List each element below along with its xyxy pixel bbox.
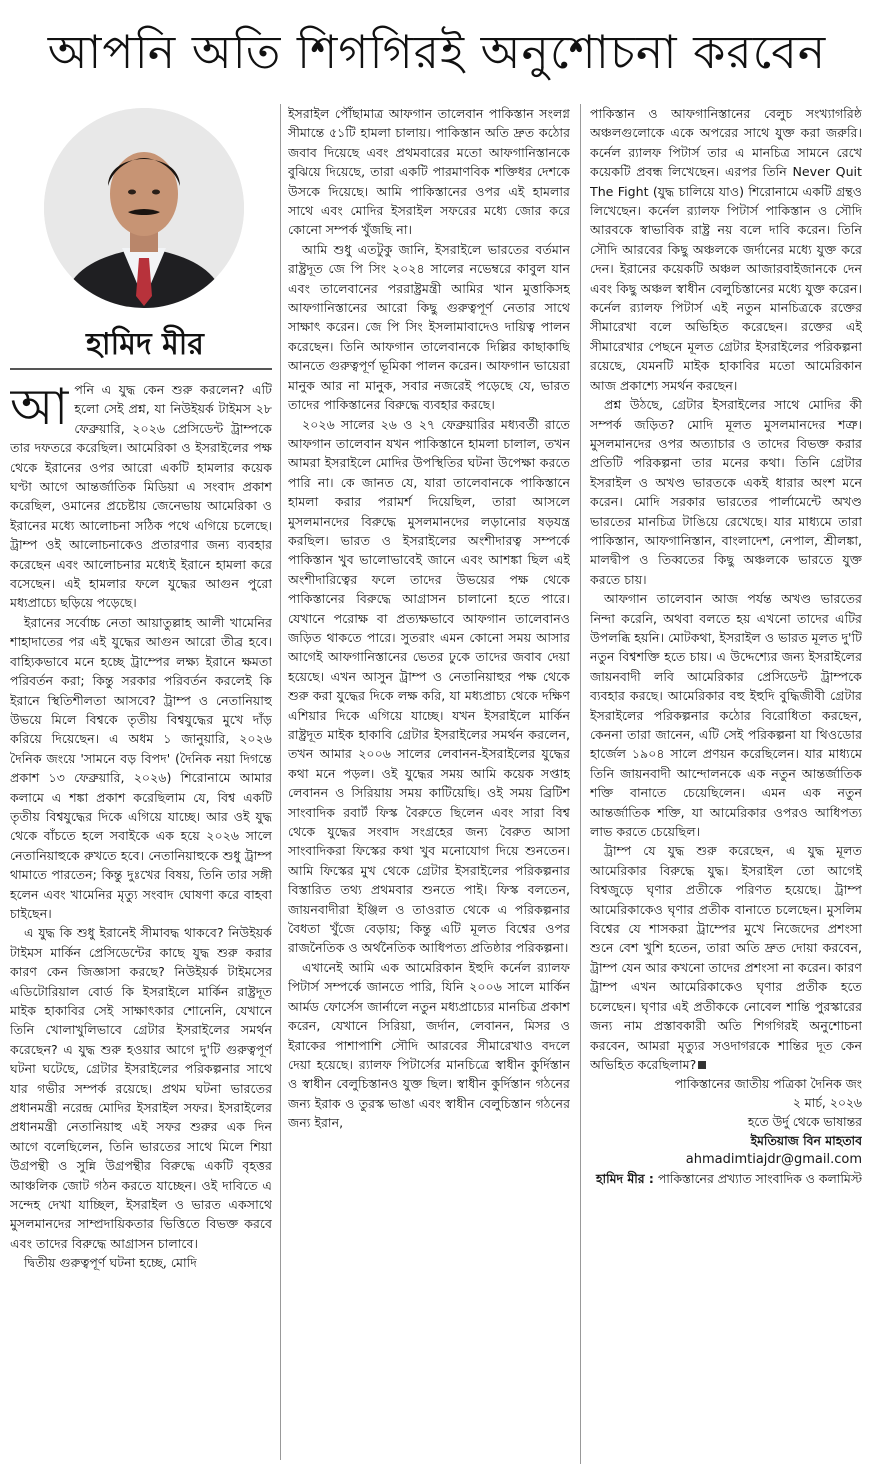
paragraph: ইরানের সর্বোচ্চ নেতা আয়াতুল্লাহ আলী খামেনির শাহাদাতের পর এই যুদ্ধের আগুন আরো তীব্র হবে। বাহ্যিকভাবে মনে হচ্ছে ট্রাম্পের লক্ষ্য ইরানে ক্ষমতা পরিবর্তন করা; কিন্তু সরকার পরিবর্তন করলেই কি ইরানে স্থিতিশীলতা আসবে? ট্রাম্প ও নেতানিয়াহু উভয়ে মিলে বিশ্বকে তৃতীয় বিশ্বযুদ্ধের মুখে দাঁড় করিয়ে দিয়েছেন। এ অধম ১ জানুয়ারি, ২০২৬ দৈনিক জংয়ে 'সামনে বড় বিপদ' (দৈনিক নয়া দিগন্তে প্রকাশ ১৩ ফেব্রুয়ারি, ২০২৬) শিরোনামে আমার কলামে এ শঙ্কা প্রকাশ করেছিলাম যে, বিশ্ব একটি তৃতীয় বিশ্বযুদ্ধের দিকে এগিয়ে যাচ্ছে। আর ওই যুদ্ধ থেকে বাঁচতে হলে সবাইকে এক হয়ে ২০২৬ সালে নেতানিয়াহুকে রুখতে হবে। নেতানিয়াহুকে শুধু ট্রাম্প থামাতে পারতেন; কিন্তু দুঃখের বিষয়, তিনি তার সঙ্গী হলেন এবং খামেনির মৃত্যু সংবাদ ঘোষণা করে বাহবা চাইছেন। bbox=[10, 614, 272, 921]
translator-name: ইমতিয়াজ বিন মাহতাব bbox=[750, 1133, 862, 1149]
article-column-2 bbox=[288, 104, 570, 1460]
column-divider bbox=[280, 104, 281, 1460]
lead-text: পনি এ যুদ্ধ কেন শুরু করলেন? এটি হলো সেই প্রশ্ন, যা নিউইয়র্ক টাইমস ২৮ ফেব্রুয়ারি, ২০২৬ প্রেসিডেন্ট ট্রাম্পকে তার দফতরে করেছিল। আমেরিকা ও ইসরাইলের পক্ষ থেকে ইরানের ওপর আরো একটি হামলার কয়েক ঘণ্টা আগে আন্তর্জাতিক মিডিয়া এ সংবাদ প্রকাশ করেছিল, ওমানের প্রচেষ্টায় জেনেভায় আমেরিকা ও ইরানের মধ্যে আলোচনা সঠিক পথে এগিয়ে চলেছে। ট্রাম্প ওই আলোচনাকেও প্রতারণার জন্য ব্যবহার করেছেন এবং আলোচনার মধ্যেই ইরানে হামলা করে বসেছেন। এই হামলার ফলে যুদ্ধের আগুন পুরো মধ্যপ্রাচ্যে ছড়িয়ে পড়েছে। bbox=[10, 382, 272, 611]
drop-cap: আ bbox=[10, 380, 69, 436]
article-column-3 bbox=[590, 104, 862, 1464]
source-publication: পাকিস্তানের জাতীয় পত্রিকা দৈনিক জং bbox=[674, 1076, 862, 1092]
lead-paragraph bbox=[10, 380, 272, 613]
author-bio-label: হামিদ মীর : bbox=[596, 1171, 654, 1187]
paragraph: এখানেই আমি এক আমেরিকান ইহুদি কর্নেল র‍্যালফ পিটার্স সম্পর্কে জানতে পারি, যিনি ২০০৬ সালে মার্কিন আর্মড ফোর্সেস জার্নালে নতুন মধ্যপ্রাচ্যের মানচিত্র প্রকাশ করেন, যেখানে সিরিয়া, জর্দান, লেবানন, মিসর ও ইরাকের পাশাপাশি সৌদি আরবের সীমারেখাও বদলে দেয়া হয়েছে। র‍্যালফ পিটার্সের মানচিত্রে স্বাধীন কুর্দিস্তান ও স্বাধীন বেলুচিস্তানও যুক্ত ছিল। স্বাধীন কুর্দিস্তান গঠনের জন্য ইরাক ও তুরস্ক ভাঙা এবং স্বাধীন বেলুচিস্তান গঠনের জন্য ইরান, bbox=[288, 959, 570, 1131]
translator-email[interactable]: ahmadimtiajdr@gmail.com bbox=[685, 1152, 862, 1168]
author-name: হামিদ মীর bbox=[86, 327, 204, 362]
translation-note: হতে উর্দু থেকে ভাষান্তর bbox=[747, 1114, 862, 1130]
paragraph-final bbox=[590, 841, 862, 1074]
column-divider bbox=[580, 104, 581, 1464]
paragraph: দ্বিতীয় গুরুত্বপূর্ণ ঘটনা হচ্ছে, মোদি bbox=[24, 1255, 197, 1271]
paragraph: পাকিস্তান ও আফগানিস্তানের বেলুচ সংখ্যাগরিষ্ঠ অঞ্চলগুলোকে একে অপরের সাথে যুক্ত করা জরুরি। কর্নেল র‍্যালফ পিটার্স তার এ মানচিত্র সামনে রেখে কয়েকটি প্রবন্ধ লিখেছেন। এরপর তিনি Never Quit The Fight (যুদ্ধ চালিয়ে যাও) শিরোনামে একটি গ্রন্থও লিখেছেন। কর্নেল র‍্যালফ পিটার্স পাকিস্তান ও সৌদি আরবকে স্বাভাবিক রাষ্ট্র নয় বলে দাবি করেন। তিনি সৌদি আরবের কিছু অঞ্চলকে জর্দানের মধ্যে যুক্ত করে দেন। ইরানের কয়েকটি অঞ্চল আজারবাইজানকে দেন এবং কিছু অঞ্চল স্বাধীন বেলুচিস্তানের মধ্যে যুক্ত করেন। কর্নেল র‍্যালফ পিটার্স এই নতুন মানচিত্রকে রক্তের সীমারেখা বলে অভিহিত করেছেন। রক্তের এই সীমারেখার পেছনে মূলত গ্রেটার ইসরাইলের পরিকল্পনা রয়েছে, যেমনটি মাইক হাকাবির মতো আমেরিকান আজ প্রকাশ্যে সমর্থন করছেন। bbox=[590, 106, 862, 393]
source-date: ২ মার্চ, ২০২৬ bbox=[792, 1095, 862, 1111]
paragraph-text: ট্রাম্প যে যুদ্ধ শুরু করেছেন, এ যুদ্ধ মূলত আমেরিকার বিরুদ্ধে যুদ্ধ। ইসরাইল তো আগেই বিশ্বজুড়ে ঘৃণার প্রতীকে পরিণত হয়েছে। ট্রাম্প আমেরিকাকেও ঘৃণার প্রতীক বানাতে চলেছেন। মুসলিম বিশ্বের যে শাসকরা ট্রাম্পের মুখে নিজেদের প্রশংসা শুনে বেশ খুশি হতেন, তারা অতি দ্রুত দোয়া করবেন, ট্রাম্প যেন আর কখনো তাদের প্রশংসা না করেন। কারণ ট্রাম্প এখন আমেরিকাকেও ঘৃণার প্রতীক হতে চলেছেন। ঘৃণার এই প্রতীককে নোবেল শান্তি পুরস্কারের জন্য নাম প্রস্তাবকারী অতি শিগগিরই অনুশোচনা করবেন, আমরা মৃত্যুর সওদাগরকে শান্তির দূত কেন অভিহিত করেছিলাম? bbox=[590, 843, 862, 1072]
paragraph: ইসরাইল পৌঁছামাত্র আফগান তালেবান পাকিস্তান সংলগ্ন সীমান্তে ৫১টি হামলা চালায়। পাকিস্তান অতি দ্রুত কঠোর জবাব দিয়েছে এবং প্রথমবারের মতো আফগানিস্তানকে বুঝিয়ে দিয়েছে, তারা একটি পারমাণবিক শক্তিধর দেশকে উসকে দিয়েছে। আমি পাকিস্তানের ওপর এই হামলার সাথে এবং মোদির ইসরাইল সফরের মধ্যে জোর করে কোনো সম্পর্ক খুঁজছি না। bbox=[288, 106, 570, 238]
author-bio bbox=[590, 1169, 862, 1188]
paragraph: প্রশ্ন উঠছে, গ্রেটার ইসরাইলের সাথে মোদির কী সম্পর্ক জড়িত? মোদি মূলত মুসলমানদের শত্রু। মুসলমানদের ওপর অত্যাচার ও তাদের বিভক্ত করার প্রতিটি পরিকল্পনা তার মনের কথা। তিনি গ্রেটার ইসরাইল ও অখণ্ড ভারতকে একই ধারার অংশ মনে করেন। মোদি সরকার ভারতের পার্লামেন্টে অখণ্ড ভারতের মানচিত্র টাঙিয়ে রেখেছে। যার মাধ্যমে তারা পাকিস্তান, আফগানিস্তান, বাংলাদেশ, নেপাল, শ্রীলঙ্কা, মালদ্বীপ ও তিব্বতের কিছু অঞ্চলকে ভারতে যুক্ত করতে চায়। bbox=[590, 397, 862, 587]
article-column-1 bbox=[10, 380, 272, 1460]
paragraph: ২০২৬ সালের ২৬ ও ২৭ ফেব্রুয়ারির মধ্যবর্তী রাতে আফগান তালেবান যখন পাকিস্তানে হামলা চালাল, তখন আমরা ইসরাইলে মোদির উপস্থিতির ঘটনা উপেক্ষা করতে পারি না। কে জানত যে, যারা তালেবানকে পাকিস্তানে হামলা করার পরামর্শ দিয়েছিল, তারা আসলে মুসলমানদের বিরুদ্ধে মুসলমানদের লড়ানোর ষড়যন্ত্র করছিল। ভারত ও ইসরাইলের অংশীদারত্ব সম্পর্কে পাকিস্তান খুব ভালোভাবেই জানে এবং আশঙ্কা ছিল এই অংশীদারিত্বের ফলে তাদের উভয়ের পক্ষ থেকে পাকিস্তানের বিরুদ্ধে আগ্রাসন চালানো হতে পারে। যেখানে পরোক্ষ বা প্রত্যক্ষভাবে আফগান তালেবানও জড়িত থাকতে পারে। সুতরাং এমন কোনো সময় আসার আগেই আফগানিস্তানের ভেতর ঢুকে তাদের জবাব দেয়া হয়েছে। এখন আসুন ট্রাম্প ও নেতানিয়াহুর পক্ষ থেকে শুরু করা যুদ্ধের দিকে লক্ষ করি, যা মধ্যপ্রাচ্য থেকে দক্ষিণ এশিয়ার দিকে এগিয়ে যাচ্ছে। যখন ইসরাইলে মার্কিন রাষ্ট্রদূত মাইক হাকাবি গ্রেটার ইসরাইলের সমর্থন করলেন, তখন আমার ২০০৬ সালের লেবানন-ইসরাইলের যুদ্ধের কথা মনে পড়ল। ওই যুদ্ধের সময় আমি কয়েক সপ্তাহ লেবানন ও সিরিয়ায় সময় কাটিয়েছি। ওই সময় ব্রিটিশ সাংবাদিক রবার্ট ফিস্ক বৈরুতে ছিলেন এবং সারা বিশ্ব থেকে যুদ্ধের সংবাদ সংগ্রহের জন্য বৈরুত আসা সাংবাদিকরা ফিস্কের কথা খুব মনোযোগ দিয়ে শুনতেন। আমি ফিস্কের মুখ থেকে গ্রেটার ইসরাইলের পরিকল্পনার বিস্তারিত তথ্য প্রথমবার শুনতে পাই। ফিস্ক বলতেন, জায়নবাদীরা ইঞ্জিল ও তাওরাত থেকে এ পরিকল্পনার বৈধতা খুঁজে বেড়ায়; কিন্তু এটি মূলত বিশ্বের ওপর রাজনৈতিক ও অর্থনৈতিক আধিপত্য প্রতিষ্ঠার পরিকল্পনা। bbox=[288, 416, 570, 956]
author-divider bbox=[10, 368, 272, 370]
paragraph: এ যুদ্ধ কি শুধু ইরানেই সীমাবদ্ধ থাকবে? নিউইয়র্ক টাইমস মার্কিন প্রেসিডেন্টের কাছে যুদ্ধ শুরু করার কারণ কেন জিজ্ঞাসা করছে? নিউইয়র্ক টাইমসের এডিটোরিয়াল বোর্ড কি ইসরাইলে মার্কিন রাষ্ট্রদূত মাইক হাকাবির সেই সাক্ষাৎকার শোনেনি, যেখানে তিনি খোলাখুলিভাবে গ্রেটার ইসরাইলের সমর্থন করেছেন? এ যুদ্ধ শুরু হওয়ার আগে দু'টি গুরুত্বপূর্ণ ঘটনা ঘটেছে, গ্রেটার ইসরাইলের পরিকল্পনার সাথে যার গভীর সম্পর্ক রয়েছে। প্রথম ঘটনা ভারতের প্রধানমন্ত্রী নরেন্দ্র মোদির ইসরাইল সফর। ইসরাইলের প্রধানমন্ত্রী নেতানিয়াহু এই সফর শুরুর এক দিন আগে বলেছিলেন, তিনি ভারতের সাথে মিলে শিয়া উগ্রপন্থী ও সুন্নি উগ্রপন্থীর বিরুদ্ধে একটি বৃহত্তর আঞ্চলিক জোট গঠন করতে যাচ্ছেন। ওই দাবিতে এ সন্দেহ দেখা যাচ্ছিল, ইসরাইল ও ভারত একসাথে মুসলমানদের সাম্প্রদায়িকতার ভিত্তিতে বিভক্ত করবে এবং তাদের বিরুদ্ধে আগ্রাসন চালাবে। bbox=[10, 925, 272, 1251]
author-bio-text: পাকিস্তানের প্রখ্যাত সাংবাদিক ও কলামিস্ট bbox=[657, 1171, 862, 1187]
signoff bbox=[590, 1074, 862, 1188]
author-photo-illustration bbox=[44, 108, 244, 308]
paragraph: আমি শুধু এতটুকু জানি, ইসরাইলে ভারতের বর্তমান রাষ্ট্রদূত জে পি সিং ২০২৪ সালের নভেম্বরে কাবুল যান এবং তালেবানের পররাষ্ট্রমন্ত্রী আমির খান মুত্তাকিসহ আফগানিস্তানের আরো কিছু গুরুত্বপূর্ণ নেতার সাথে সাক্ষাৎ করেন। জে পি সিং ইসলামাবাদেও দায়িত্ব পালন করেছেন। তিনি আফগান তালেবানকে দিল্লির কাছাকাছি আনতে গুরুত্বপূর্ণ ভূমিকা পালন করেন। আফগান ভায়েরা মানুক আর না মানুক, সবার নজরেই পড়েছে যে, ভারত তাদের পাকিস্তানের বিরুদ্ধে ব্যবহার করছে। bbox=[288, 241, 570, 413]
paragraph: আফগান তালেবান আজ পর্যন্ত অখণ্ড ভারতের নিন্দা করেনি, অথবা বলতে হয় এখনো তাদের এটির উপলব্ধি হয়নি। মোটকথা, ইসরাইল ও ভারত মূলত দু'টি নতুন বিশ্বশক্তি হতে চায়। এ উদ্দেশ্যের জন্য ইসরাইলের জায়নবাদী লবি আমেরিকার প্রেসিডেন্ট ট্রাম্পকে ব্যবহার করছে। আমেরিকার বহু ইহুদি বুদ্ধিজীবী গ্রেটার ইসরাইলের পরিকল্পনার কঠোর বিরোধিতা করছেন, কেননা তারা জানেন, এটি সেই পরিকল্পনা যা থিওডোর হার্জেল ১৯০৪ সালে প্রণয়ন করেছিলেন। যার মাধ্যমে তিনি জায়নবাদী আন্দোলনকে এক নতুন আন্তর্জাতিক শক্তি বানাতে চেয়েছিলেন। এমন এক নতুন আন্তর্জাতিক শক্তি, যা আমেরিকার ওপরও আধিপত্য লাভ করতে চেয়েছিল। bbox=[590, 591, 862, 840]
author-photo bbox=[44, 108, 244, 308]
end-mark-icon bbox=[698, 1061, 706, 1069]
headline: আপনি অতি শিগগিরই অনুশোচনা করবেন bbox=[47, 25, 827, 79]
